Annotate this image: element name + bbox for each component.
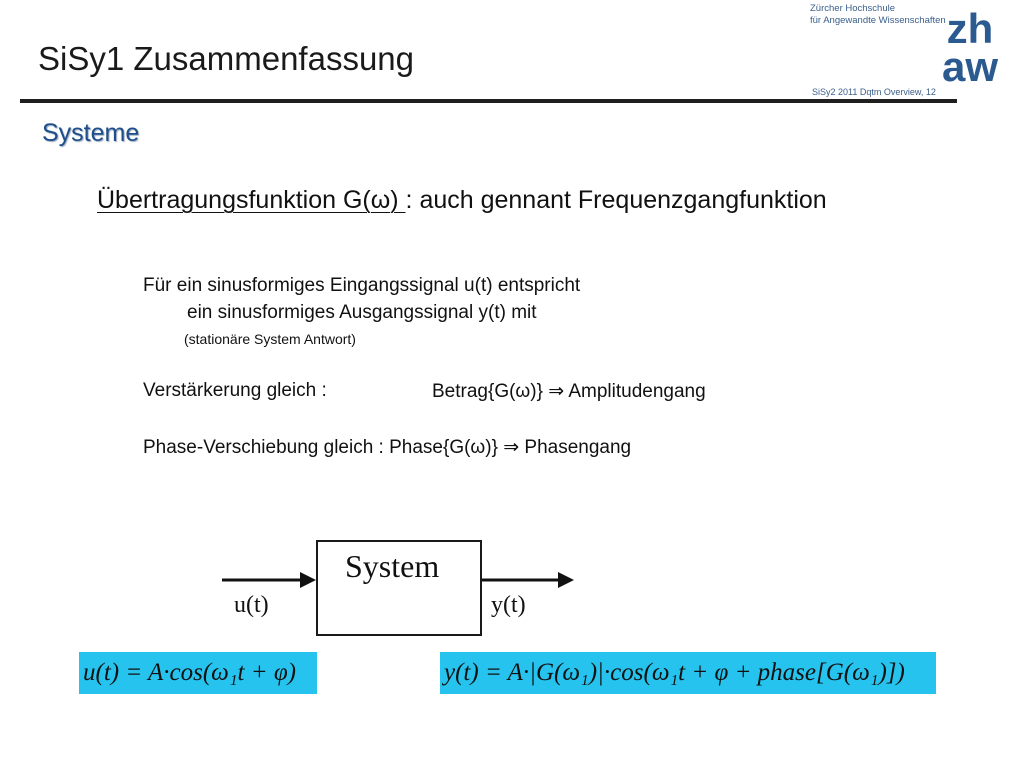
school-name-line2: für Angewandte Wissenschaften [810,15,946,26]
body-line-2: ein sinusformiges Ausgangssignal y(t) mit [187,302,537,323]
input-signal-label: u(t) [234,592,269,618]
output-arrowhead [558,572,574,588]
input-equation: u(t) = A·cos(ω₁t + φ) [79,652,317,694]
logo-top-text: zh [946,6,994,52]
body-line-1: Für ein sinusformiges Eingangssignal u(t) entspricht [143,275,581,296]
body-note: (stationäre System Antwort) [184,331,356,347]
phase-line: Phase-Verschiebung gleich : Phase{G(ω)} ⇒ Phasengang [143,437,632,458]
transfer-function-term: Übertragungsfunktion G(ω) [97,186,406,214]
output-equation: y(t) = A·|G(ω₁)|·cos(ω₁t + φ + phase[G(ω₁)]) [440,652,936,694]
section-heading: Systeme [42,119,140,147]
school-name-line1: Zürcher Hochschule [810,3,896,14]
output-signal-label: y(t) [491,592,526,618]
system-block-label: System [345,548,440,584]
logo-bottom-text: aw [941,43,999,84]
gain-label: Verstärkerung gleich : [143,380,327,401]
slide-reference: SiSy2 2011 Dqtm Overview, 12 [812,87,936,97]
gain-value: Betrag{G(ω)} ⇒ Amplitudengang [432,381,706,402]
page-title: SiSy1 Zusammenfassung [38,40,415,77]
transfer-function-description: : auch gennant Frequenzgangfunktion [405,186,827,214]
input-arrowhead [300,572,316,588]
